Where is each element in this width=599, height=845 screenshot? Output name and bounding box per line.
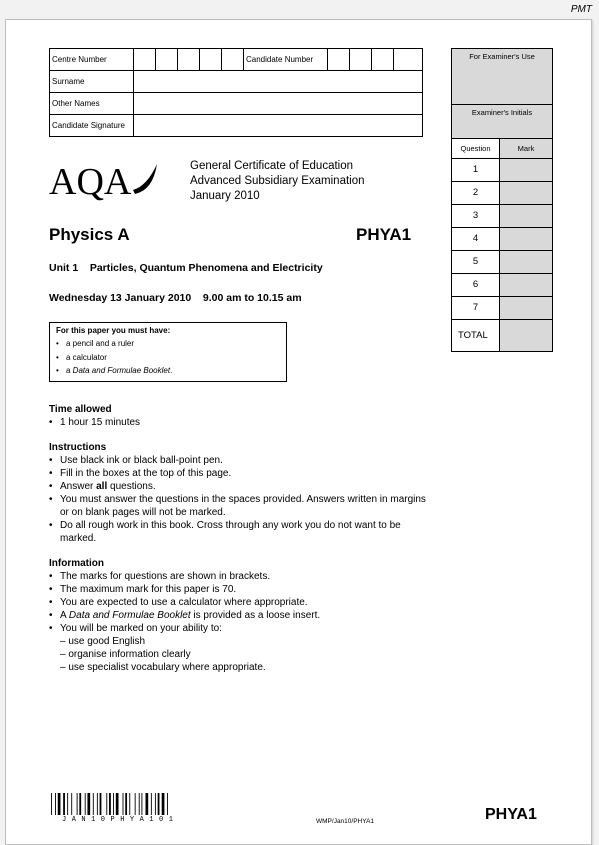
information-item: • The marks for questions are shown in brackets. xyxy=(49,570,429,583)
barcode-bar xyxy=(113,793,114,815)
information-section xyxy=(49,557,429,674)
document-reference: WMP/Jan10/PHYA1 xyxy=(316,818,375,825)
barcode-bar xyxy=(141,793,142,815)
information-heading: Information xyxy=(49,558,104,569)
information-item: • The maximum mark for this paper is 70. xyxy=(49,583,429,596)
aqa-logo-text: AQA xyxy=(49,161,132,202)
aqa-logo xyxy=(49,160,159,207)
footer-paper-code: PHYA1 xyxy=(485,806,537,823)
candidate-number-cells[interactable] xyxy=(328,49,416,70)
information-sub-item-text: use specialist vocabulary where appropriate. xyxy=(68,662,266,673)
information-sub-item: – use specialist vocabulary where appropriate. xyxy=(60,662,266,673)
mark-column-header: Mark xyxy=(500,139,552,158)
qualification-line-1: General Certificate of Education xyxy=(190,160,354,172)
time-allowed-section xyxy=(49,403,140,429)
centre-number-digit[interactable] xyxy=(222,49,244,70)
barcode-bar xyxy=(123,793,124,815)
barcode-bar xyxy=(63,793,65,815)
surname-field[interactable] xyxy=(134,71,422,92)
centre-number-digit[interactable] xyxy=(156,49,178,70)
other-names-label: Other Names xyxy=(50,93,134,114)
time-allowed-heading: Time allowed xyxy=(49,404,112,415)
materials-box xyxy=(49,322,287,382)
mark-cell xyxy=(500,274,552,296)
barcode-bar xyxy=(109,793,111,815)
examiner-initials-label: Examiner's Initials xyxy=(452,105,552,139)
barcode-bar xyxy=(93,793,94,815)
instruction-item: • Answer all questions. xyxy=(49,480,429,493)
mark-cell xyxy=(500,159,552,181)
question-number: 6 xyxy=(452,274,500,296)
barcode-bar xyxy=(77,793,78,815)
barcode-bar xyxy=(167,793,168,815)
surname-label: Surname xyxy=(50,71,134,92)
question-row xyxy=(452,159,552,182)
question-number: 2 xyxy=(452,182,500,204)
barcode-bar xyxy=(151,793,152,815)
centre-number-label: Centre Number xyxy=(50,49,134,70)
exam-session: January 2010 xyxy=(190,190,260,202)
question-row xyxy=(452,182,552,205)
instructions-section xyxy=(49,441,429,545)
information-sub-item: – organise information clearly xyxy=(60,649,191,660)
exam-date-time: Wednesday 13 January 2010 9.00 am to 10.15 am xyxy=(49,292,302,304)
barcode-bar xyxy=(51,793,52,815)
instructions-heading: Instructions xyxy=(49,442,107,453)
question-row xyxy=(452,228,552,251)
question-number: 5 xyxy=(452,251,500,273)
centre-number-cells[interactable] xyxy=(134,49,244,70)
barcode-bar xyxy=(100,793,102,815)
candidate-details-box xyxy=(49,48,423,137)
examiner-use-title: For Examiner's Use xyxy=(452,49,552,105)
barcode-bar xyxy=(55,793,56,815)
candidate-number-digit[interactable] xyxy=(328,49,350,70)
barcode-bar xyxy=(139,793,140,815)
examiner-column-headers xyxy=(452,139,552,159)
candidate-number-digit[interactable] xyxy=(394,49,416,70)
question-number: 7 xyxy=(452,297,500,319)
information-sub-item-text: organise information clearly xyxy=(68,649,191,660)
instruction-item: • Use black ink or black ball-point pen. xyxy=(49,454,429,467)
mark-cell xyxy=(500,228,552,250)
materials-title: For this paper you must have: xyxy=(56,326,171,335)
examiner-use-table xyxy=(451,48,553,352)
information-item: • You are expected to use a calculator where appropriate. xyxy=(49,596,429,609)
materials-item: • a Data and Formulae Booklet. xyxy=(56,364,280,378)
signature-field[interactable] xyxy=(134,115,422,136)
mark-cell xyxy=(500,182,552,204)
barcode-bar xyxy=(146,793,149,815)
question-number: 3 xyxy=(452,205,500,227)
question-row xyxy=(452,297,552,320)
qualification-info xyxy=(190,159,365,204)
information-item: • You will be marked on your ability to: xyxy=(49,622,429,635)
information-sub-item-text: use good English xyxy=(68,636,146,647)
question-column-header: Question xyxy=(452,139,500,158)
other-names-row xyxy=(50,93,422,115)
barcode-bar xyxy=(129,793,130,815)
barcode-bar xyxy=(58,793,61,815)
question-row xyxy=(452,205,552,228)
unit-title: Unit 1 Particles, Quantum Phenomena and Electricity xyxy=(49,262,323,274)
pmt-label: PMT xyxy=(570,4,592,15)
question-row xyxy=(452,274,552,297)
barcode-bar xyxy=(71,793,72,815)
instruction-item: • Fill in the boxes at the top of this page. xyxy=(49,467,429,480)
materials-item: Data and Formulae Booklet xyxy=(72,366,171,375)
paper-code: PHYA1 xyxy=(356,225,412,244)
barcode-bar xyxy=(106,793,107,815)
barcode-bar xyxy=(67,793,68,815)
barcode-bar xyxy=(97,793,98,815)
signature-row xyxy=(50,115,422,136)
other-names-field[interactable] xyxy=(134,93,422,114)
qualification-line-2: Advanced Subsidiary Examination xyxy=(190,175,365,187)
exam-paper-page xyxy=(5,4,592,845)
candidate-number-digit[interactable] xyxy=(350,49,372,70)
total-mark-cell xyxy=(500,320,552,351)
barcode-bar xyxy=(79,793,81,815)
surname-row xyxy=(50,71,422,93)
barcode-bar xyxy=(85,793,86,815)
materials-item: • a calculator xyxy=(56,351,280,365)
mark-cell xyxy=(500,297,552,319)
question-number: 1 xyxy=(452,159,500,181)
total-label: TOTAL xyxy=(452,320,500,351)
subject-title: Physics A xyxy=(49,225,130,244)
mark-cell xyxy=(500,205,552,227)
centre-number-digit[interactable] xyxy=(178,49,200,70)
total-row xyxy=(452,320,552,351)
materials-item: • a pencil and a ruler xyxy=(56,337,280,351)
signature-label: Candidate Signature xyxy=(50,115,134,136)
information-item: • A Data and Formulae Booklet is provided as a loose insert. xyxy=(49,609,429,622)
time-allowed-item: • 1 hour 15 minutes xyxy=(49,416,140,429)
information-sub-item: – use good English xyxy=(60,636,146,647)
question-number: 4 xyxy=(452,228,500,250)
barcode-bar xyxy=(158,793,160,815)
barcode-bar xyxy=(135,793,136,815)
barcode-text: JAN10PHYA101 xyxy=(62,816,179,824)
centre-number-digit[interactable] xyxy=(200,49,222,70)
candidate-number-digit[interactable] xyxy=(372,49,394,70)
centre-number-digit[interactable] xyxy=(134,49,156,70)
barcode-bar xyxy=(162,793,165,815)
barcode-bar xyxy=(116,793,119,815)
question-row xyxy=(452,251,552,274)
mark-cell xyxy=(500,251,552,273)
barcode-bar xyxy=(155,793,156,815)
instruction-item: • You must answer the questions in the spaces provided. Answers written in margins or on blank pages will not be marked. xyxy=(49,493,429,519)
instruction-item: • Do all rough work in this book. Cross through any work you do not want to be marked. xyxy=(49,519,429,545)
candidate-number-label: Candidate Number xyxy=(244,49,328,70)
barcode-bar xyxy=(125,793,127,815)
centre-candidate-number-row xyxy=(50,49,422,71)
barcode-bar xyxy=(87,793,90,815)
